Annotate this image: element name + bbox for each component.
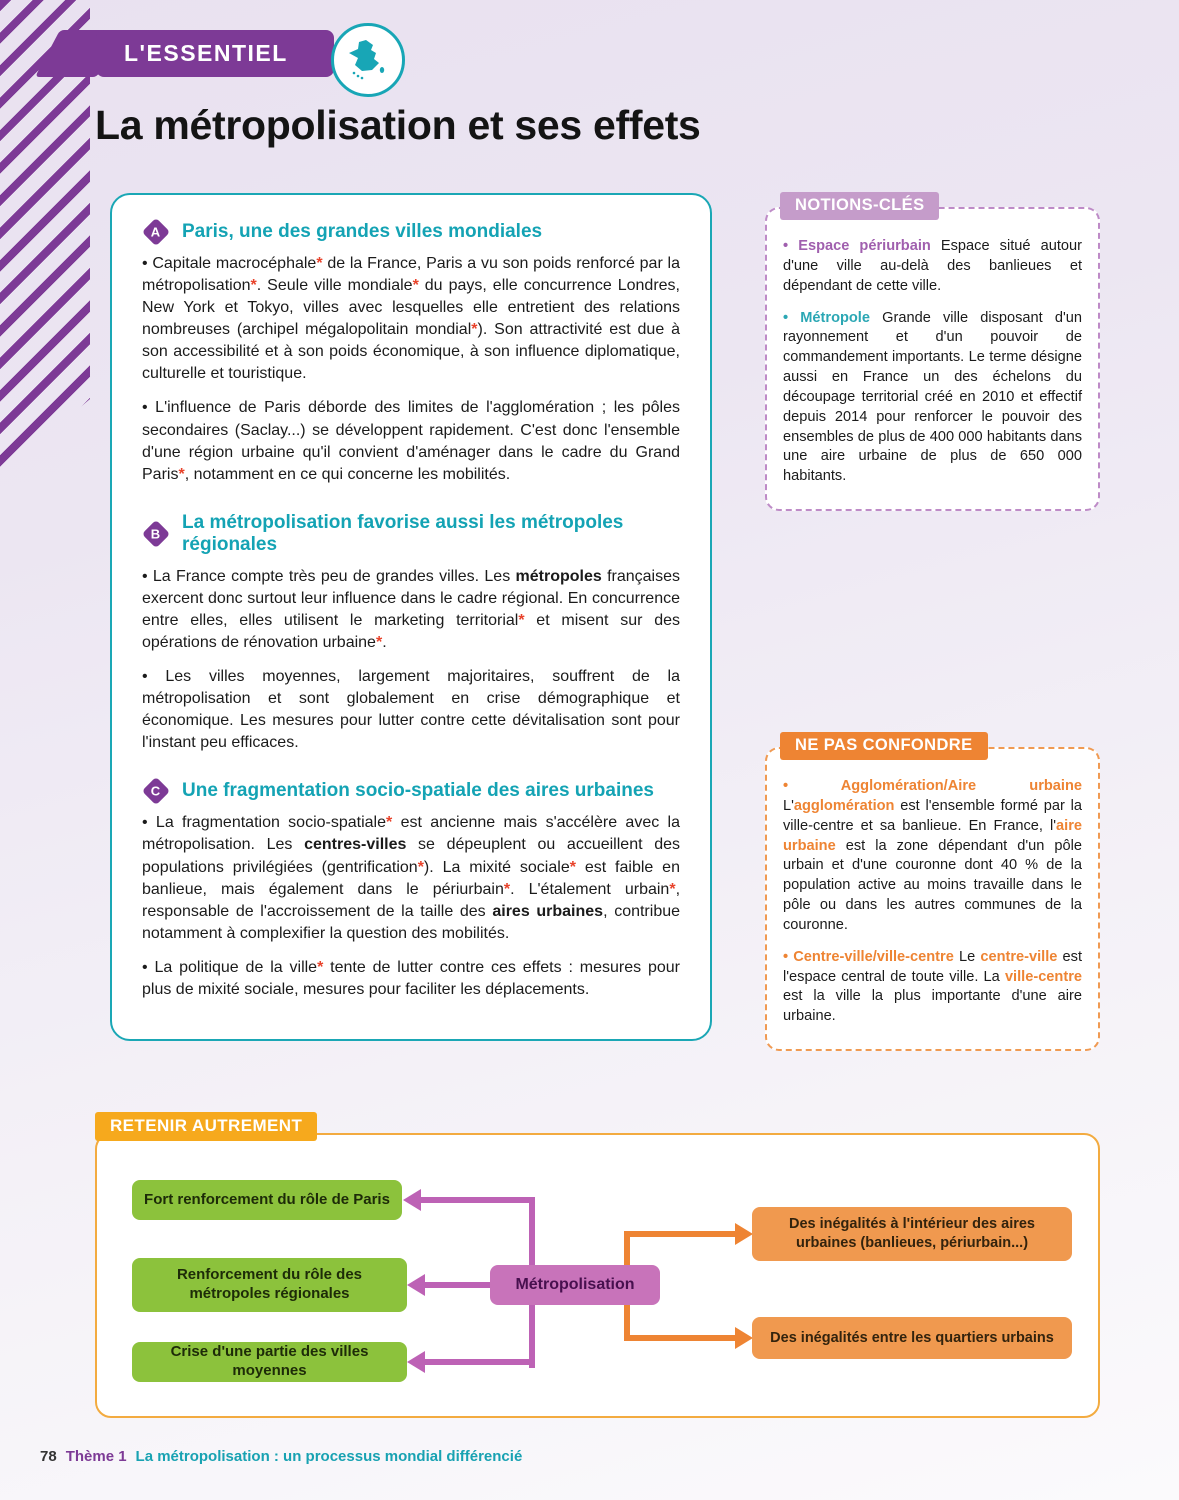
section-c-title: Une fragmentation socio-spatiale des aires urbaines xyxy=(182,780,654,802)
connector-orange-to-aires-urbaines xyxy=(627,1231,737,1237)
notion-metropole: • Métropole Grande ville disposant d'un rayonnement et d'un pouvoir de commandement importants. Le terme désigne aussi en France un des échelons du découpage territorial créé en 2010 et effectif depuis 2014 pour renforcer le pouvoir des ensembles de plus de 400 000 habitants dans une aire urbaine de plus de 650 000 habitants. xyxy=(783,309,1082,485)
diagram-box-inegalites-aires-urbaines: Des inégalités à l'intérieur des aires urbaines (banlieues, périurbain...) xyxy=(752,1207,1072,1261)
confusion-centre-ville-ville-centre: • Centre-ville/ville-centre Le centre-ville est l'espace central de toute ville. La ville-centre est la ville la plus importante d'une aire urbaine. xyxy=(783,948,1083,1025)
section-c-badge-letter: C xyxy=(151,783,161,799)
connector-purple-to-villes-moyennes xyxy=(423,1359,533,1365)
france-map-icon xyxy=(331,23,405,97)
page-title: La métropolisation et ses effets xyxy=(95,102,701,148)
section-b-header xyxy=(142,512,680,556)
section-b-title: La métropolisation favorise aussi les métropoles régionales xyxy=(182,511,624,555)
essential-content-box xyxy=(110,193,712,1041)
theme-title: La métropolisation : un processus mondial différencié xyxy=(135,1448,523,1465)
diagram-box-inegalites-quartiers: Des inégalités entre les quartiers urbains xyxy=(752,1317,1072,1359)
section-b xyxy=(142,512,680,755)
arrowhead-metropoles xyxy=(407,1274,425,1296)
notions-cles-box xyxy=(765,207,1100,511)
theme-label: Thème 1 xyxy=(65,1448,127,1465)
notions-cles-header: NOTIONS-CLÉS xyxy=(780,192,939,220)
connector-orange-to-quartiers xyxy=(627,1335,737,1341)
essentiel-banner-label: L'ESSENTIEL xyxy=(124,40,288,66)
section-b-badge-letter: B xyxy=(151,526,161,542)
confusion-agglomeration-aire-urbaine: • Agglomération/Aire urbaine L'agglomération est l'ensemble formé par la ville-centre et sa banlieue. En France, l'aire urbaine est la zone dépendant d'un pôle urbain et d'une couronne dont 40 % de la population active au moins travaille dans le pôle ou dans les autres communes de la couronne. xyxy=(783,778,1082,933)
france-map-glyph xyxy=(345,37,391,83)
section-c-paragraph-1: • La fragmentation socio-spatiale* est ancienne mais s'accélère avec la métropolisation. Les centres-villes se dépeuplent ou accueillent des populations privilégiées (gentrification*). La mixité sociale* est faible en banlieue, mais également dans le périurbain*. L'étalement urbain*, responsable de l'accroissement de la taille des aires urbaines, contribue notamment à complexifier la question des mobilités. xyxy=(142,814,681,942)
section-b-badge xyxy=(142,520,170,548)
section-a-paragraph-2: • L'influence de Paris déborde des limites de l'agglomération ; les pôles secondaires (Saclay...) se développent rapidement. C'est donc l'ensemble d'une région urbaine qu'il convient d'aménager dans le cadre du Grand Paris*, notamment en ce qui concerne les mobilités. xyxy=(142,399,680,483)
section-c xyxy=(142,780,680,1001)
diagram-box-metropoles-regionales: Renforcement du rôle des métropoles régionales xyxy=(132,1258,407,1312)
ne-pas-confondre-box xyxy=(765,747,1100,1051)
section-a-title: Paris, une des grandes villes mondiales xyxy=(182,221,543,242)
arrowhead-paris xyxy=(403,1189,421,1211)
section-c-badge xyxy=(142,777,170,805)
diagram-box-metropolisation: Métropolisation xyxy=(490,1265,660,1305)
essentiel-banner xyxy=(96,30,334,77)
section-a xyxy=(142,221,680,486)
connector-purple-to-paris xyxy=(419,1197,532,1203)
page-number: 78 xyxy=(40,1448,57,1465)
section-a-header xyxy=(142,221,680,243)
retenir-autrement-box xyxy=(95,1133,1100,1418)
retenir-autrement-header: RETENIR AUTREMENT xyxy=(95,1112,317,1141)
section-a-badge-letter: A xyxy=(151,224,161,240)
arrowhead-villes-moyennes xyxy=(407,1351,425,1373)
section-a-badge xyxy=(142,218,170,246)
section-a-paragraph-1: • Capitale macrocéphale* de la France, Paris a vu son poids renforcé par la métropolisation*. Seule ville mondiale* du pays, elle concurrence Londres, New York et Tokyo, villes avec lesquelles elle entretient des relations nombreuses (archipel mégalopolitain mondial*). Son attractivité est due à son accessibilité et à son poids économique, à son influence diplomatique, culturelle et touristique. xyxy=(142,255,680,383)
section-c-header xyxy=(142,780,680,802)
notion-espace-periurbain: • Espace périurbain Espace situé autour d'une ville au-delà des banlieues et dépendant de cette ville. xyxy=(783,238,1082,294)
ne-pas-confondre-header: NE PAS CONFONDRE xyxy=(780,732,988,760)
diagram-box-villes-moyennes: Crise d'une partie des villes moyennes xyxy=(132,1342,407,1382)
diagram-box-paris: Fort renforcement du rôle de Paris xyxy=(132,1180,402,1220)
section-c-paragraph-2: • La politique de la ville* tente de lutter contre ces effets : mesures pour plus de mixité sociale, mesures pour faciliter les déplacements. xyxy=(142,958,680,998)
section-b-paragraph-1: • La France compte très peu de grandes villes. Les métropoles françaises exercent donc surtout leur influence dans le cadre régional. En concurrence entre elles, elles utilisent le marketing territorial* et misent sur des opérations de rénovation urbaine*. xyxy=(142,567,680,652)
arrowhead-aires-urbaines xyxy=(735,1223,753,1245)
connector-purple-to-metropoles xyxy=(423,1282,493,1288)
page-footer xyxy=(40,1448,522,1465)
section-b-paragraph-2: • Les villes moyennes, largement majoritaires, souffrent de la métropolisation et sont globalement en crise démographique et économique. Les mesures pour lutter contre cette dévitalisation sont pour l'instant peu efficaces. xyxy=(142,668,680,752)
arrowhead-quartiers xyxy=(735,1327,753,1349)
